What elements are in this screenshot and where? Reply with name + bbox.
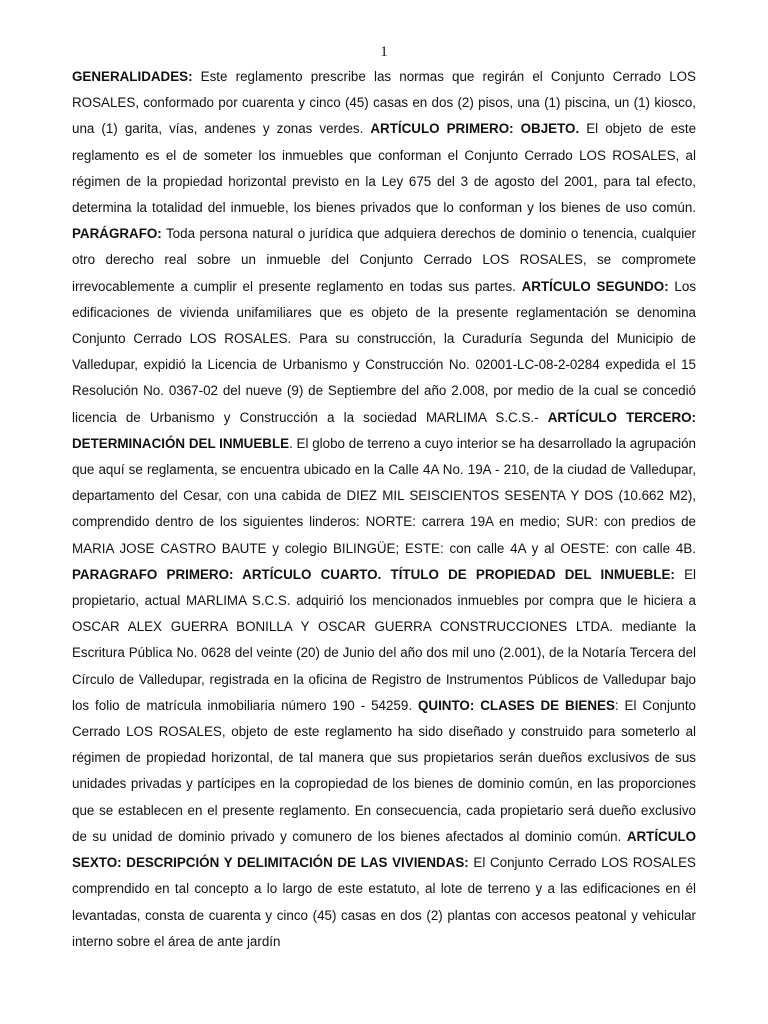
heading-articulo-primero: ARTÍCULO PRIMERO: OBJETO.: [370, 121, 580, 137]
text-segment: El objeto de este reglamento es el de someter los inmuebles que conforman el Conjunto Cerrado LOS ROSALES, al régimen de la propiedad horizontal previsto en la Ley 675 del 3 de agosto del 2001, para tal efecto, determina la totalidad del inmueble, los bienes privados que lo conforman y los bienes de uso común.: [72, 121, 697, 216]
heading-generalidades: GENERALIDADES:: [72, 69, 193, 84]
text-segment: : El Conjunto Cerrado LOS ROSALES, objeto de este reglamento ha sido diseñado y construido para someterlo al régimen de propiedad horizontal, de tal manera que sus propietarios serán dueños exclusivos de sus unidades privadas y partícipes en la copropiedad de los bienes de dominio común, en las proporciones que se establecen en el presente reglamento. En consecuencia, cada propietario será dueño exclusivo de su unidad de dominio privado y comunero de los bienes afectados al dominio común.: [72, 697, 696, 844]
page-number: 1: [380, 44, 388, 60]
heading-articulo-tercero: ARTÍCULO TERCERO: DETERMINACIÓN DEL INMUEBLE: [72, 409, 696, 451]
heading-articulo-sexto: ARTÍCULO SEXTO: DESCRIPCIÓN Y DELIMITACIÓN DE LAS VIVIENDAS:: [72, 828, 696, 871]
heading-quinto: QUINTO: CLASES DE BIENES: [418, 697, 615, 713]
text-segment: Este reglamento prescribe las normas que regirán el Conjunto Cerrado LOS ROSALES, conformado por cuarenta y cinco (45) casas en dos (2) pisos, una (1) piscina, un (1) kiosco, una (1) garita, vías, andenes y zonas verdes.: [72, 69, 696, 137]
heading-articulo-cuarto: PARAGRAFO PRIMERO: ARTÍCULO CUARTO. TÍTULO DE PROPIEDAD DEL INMUEBLE:: [72, 566, 675, 582]
heading-articulo-segundo: ARTÍCULO SEGUNDO:: [521, 278, 669, 294]
text-segment: El Conjunto Cerrado LOS ROSALES comprendido en tal concepto a lo largo de este estatuto, al lote de terreno y a las edificaciones en él levantadas, consta de cuarenta y cinco (45) casas en dos (2) plantas con accesos peatonal y vehicular interno sobre el área de ante jardín: [72, 855, 696, 949]
text-segment: Toda persona natural o jurídica que adquiera derechos de dominio o tenencia, cualquier otro derecho real sobre un inmueble del Conjunto Cerrado LOS ROSALES, se compromete irrevocablemente a cumplir el presente reglamento en todas sus partes.: [72, 226, 696, 294]
text-segment: El propietario, actual MARLIMA S.C.S. adquirió los mencionados inmuebles por compra que le hiciera a OSCAR ALEX GUERRA BONILLA Y OSCAR GUERRA CONSTRUCCIONES LTDA. mediante la Escritura Pública No. 0628 del veinte (20) de Junio del año dos mil uno (2.001), de la Notaría Tercera del Círculo de Valledupar, registrada en la oficina de Registro de Instrumentos Públicos de Valledupar bajo los folio de matrícula inmobiliaria número 190 - 54259.: [72, 566, 696, 713]
text-segment: . El globo de terreno a cuyo interior se ha desarrollado la agrupación que aquí se reglamenta, se encuentra ubicado en la Calle 4A No. 19A - 210, de la ciudad de Valledupar, departamento del Cesar, con una cabida de DIEZ MIL SEISCIENTOS SESENTA Y DOS (10.662 M2), comprendido dentro de los siguientes linderos: NORTE: carrera 19A en medio; SUR: con predios de MARIA JOSE CASTRO BAUTE y colegio BILINGÜE; ESTE: con calle 4A y al OESTE: con calle 4B.: [72, 435, 697, 556]
heading-paragrafo: PARÁGRAFO:: [72, 226, 162, 242]
body-paragraph: [72, 64, 696, 955]
text-segment: Los edificaciones de vivienda unifamiliares que es objeto de la presente reglamentación se denomina Conjunto Cerrado LOS ROSALES. Para su construcción, la Curaduría Segunda del Municipio de Valledupar, expidió la Licencia de Urbanismo y Construcción No. 02001-LC-08-2-0284 expedida el 15 Resolución No. 0367-02 del nueve (9) de Septiembre del año 2.008, por medio de la cual se concedió licencia de Urbanismo y Construcción a la sociedad MARLIMA S.C.S.-: [72, 278, 697, 425]
